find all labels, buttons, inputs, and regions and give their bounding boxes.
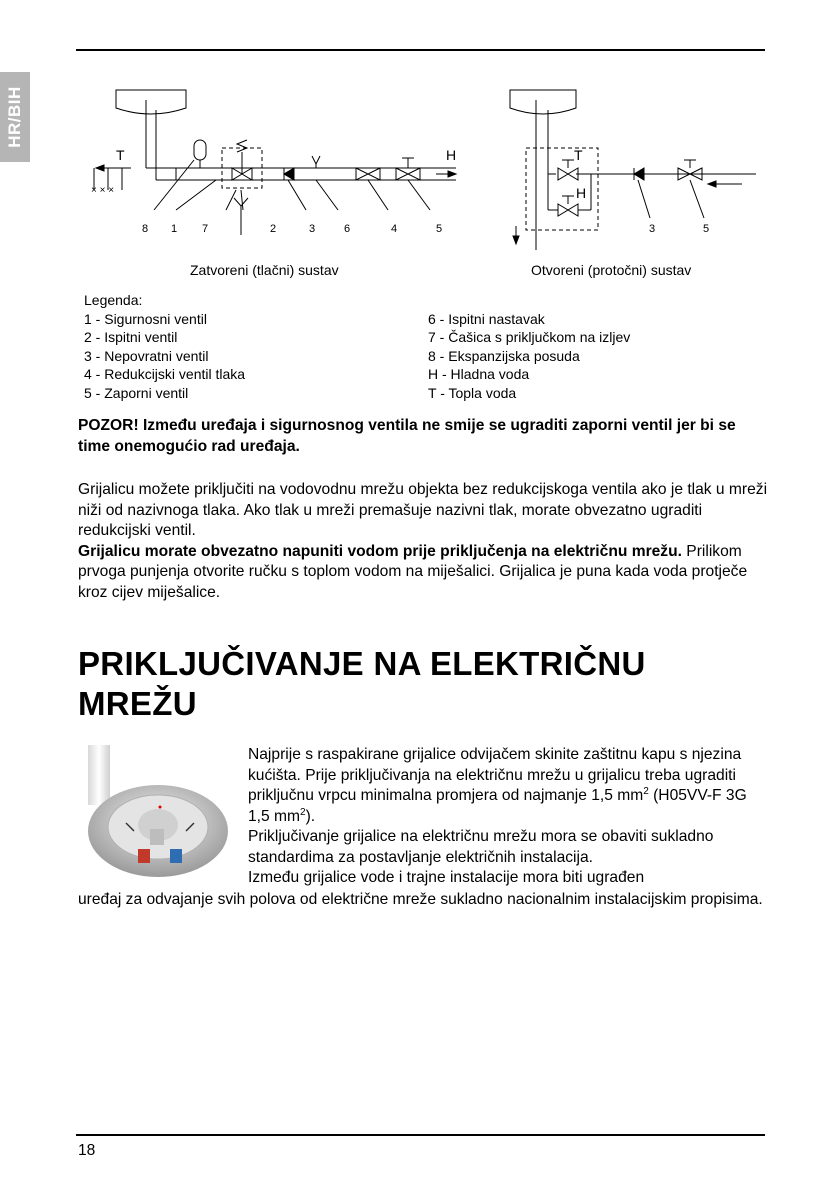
electrical-paragraph-3-end: uređaj za odvajanje svih polova od električne mreže sukladno nacionalnim instalacijskim propisima.	[78, 891, 763, 908]
legend-item: 2 - Ispitni ventil	[84, 329, 178, 345]
electrical-text-right	[248, 745, 768, 889]
electrical-text-c: ).	[305, 807, 316, 825]
electrical-paragraph-1	[248, 745, 768, 827]
header-rule	[76, 49, 765, 51]
legend-item: 6 - Ispitni nastavak	[428, 310, 545, 327]
legend-item: H - Hladna voda	[428, 366, 530, 382]
language-tab	[0, 72, 30, 162]
language-tab-label: HR/BIH	[5, 86, 24, 148]
superscript: 2	[300, 806, 306, 818]
paragraph-text: Grijalicu možete priključiti na vodovodnu mrežu objekta bez redukcijskoga ventila ako je tlak u mreži niži od nazivnoga tlaka. Ako tlak u mreži premašuje nazivni tlak, morate obvezatno ugraditi redukcijski ventil.	[78, 481, 768, 539]
diagram-label-t-left: T	[116, 147, 125, 163]
legend-left	[84, 291, 245, 402]
section-title-line-1: PRIKLJUČIVANJE NA ELEKTRIČNU	[78, 645, 646, 682]
diagram-number: 3	[649, 223, 656, 235]
electrical-text-continued	[78, 890, 768, 911]
heater-photo	[86, 745, 230, 877]
water-connection-paragraph	[78, 480, 768, 603]
diagram-number: 1	[171, 223, 178, 235]
section-title	[78, 644, 778, 724]
legend-item: 8 - Ekspanzijska posuda	[428, 347, 580, 364]
legend-item: T - Topla voda	[428, 384, 517, 401]
diagram-number: 5	[703, 223, 710, 235]
diagram-number: 3	[309, 223, 316, 235]
footer-rule	[76, 1134, 765, 1136]
caption-closed-system: Zatvoreni (tlačni) sustav	[190, 262, 339, 278]
superscript: 2	[643, 785, 649, 797]
legend-item: 4 - Redukcijski ventil tlaka	[84, 366, 246, 382]
page-number: 18	[78, 1142, 96, 1159]
section-title-line-2: MREŽU	[78, 685, 197, 722]
electrical-text-a: Najprije s raspakirane grijalice odvijačem skinite zaštitnu kapu s njezina kućišta. Prije priključivanja na električnu mrežu u grijalicu treba ugraditi priključnu vrpcu minimalna promjera od najmanje 1,5 mm	[248, 746, 742, 804]
diagram-number: 8	[142, 223, 149, 235]
diagram-number: 2	[270, 223, 277, 235]
paragraph-bold: Grijalicu morate obvezatno napuniti vodom prije priključenja na električnu mrežu.	[78, 542, 682, 560]
warning-notice: POZOR! Između uređaja i sigurnosnog ventila ne smije se ugraditi zaporni ventil jer bi se time onemogućio rad uređaja.	[78, 417, 736, 455]
legend-item: 5 - Zaporni ventil	[84, 384, 189, 401]
diagram-label-h-right: H	[576, 185, 587, 201]
diagram-label-t-right: T	[574, 147, 583, 163]
diagram-number: 4	[391, 223, 398, 235]
electrical-paragraph-3-start: Između grijalice vode i trajne instalacije mora biti ugrađen	[248, 869, 645, 886]
legend-item: 1 - Sigurnosni ventil	[84, 310, 207, 327]
electrical-text-b: (H05VV-F 3G 1,5 mm	[248, 787, 747, 825]
paragraph-rest: Prilikom prvoga punjenja otvorite ručku s toplom vodom na miješalici. Grijalica je puna kada voda protječe kroz cijev miješalice.	[78, 542, 748, 601]
electrical-paragraph-2: Priključivanje grijalice na električnu mrežu mora se obaviti sukladno standardima za postavljanje električnih instalacija.	[248, 828, 714, 866]
plumbing-diagram	[76, 80, 766, 255]
open-system-diagram	[510, 90, 756, 250]
diagram-number: 5	[436, 223, 443, 235]
legend-title: Legenda:	[84, 292, 143, 308]
diagram-number: 7	[202, 223, 209, 235]
svg-text:× × ×: × × ×	[91, 185, 115, 196]
paragraph-text-mixed	[78, 542, 768, 604]
legend-item: 7 - Čašica s priključkom na izljev	[428, 329, 631, 345]
caption-open-system: Otvoreni (protočni) sustav	[531, 262, 692, 278]
diagram-label-h-left: H	[446, 147, 457, 163]
legend-right	[428, 310, 630, 403]
closed-system-diagram	[91, 90, 456, 235]
legend-item: 3 - Nepovratni ventil	[84, 347, 209, 364]
diagram-number: 6	[344, 223, 351, 235]
